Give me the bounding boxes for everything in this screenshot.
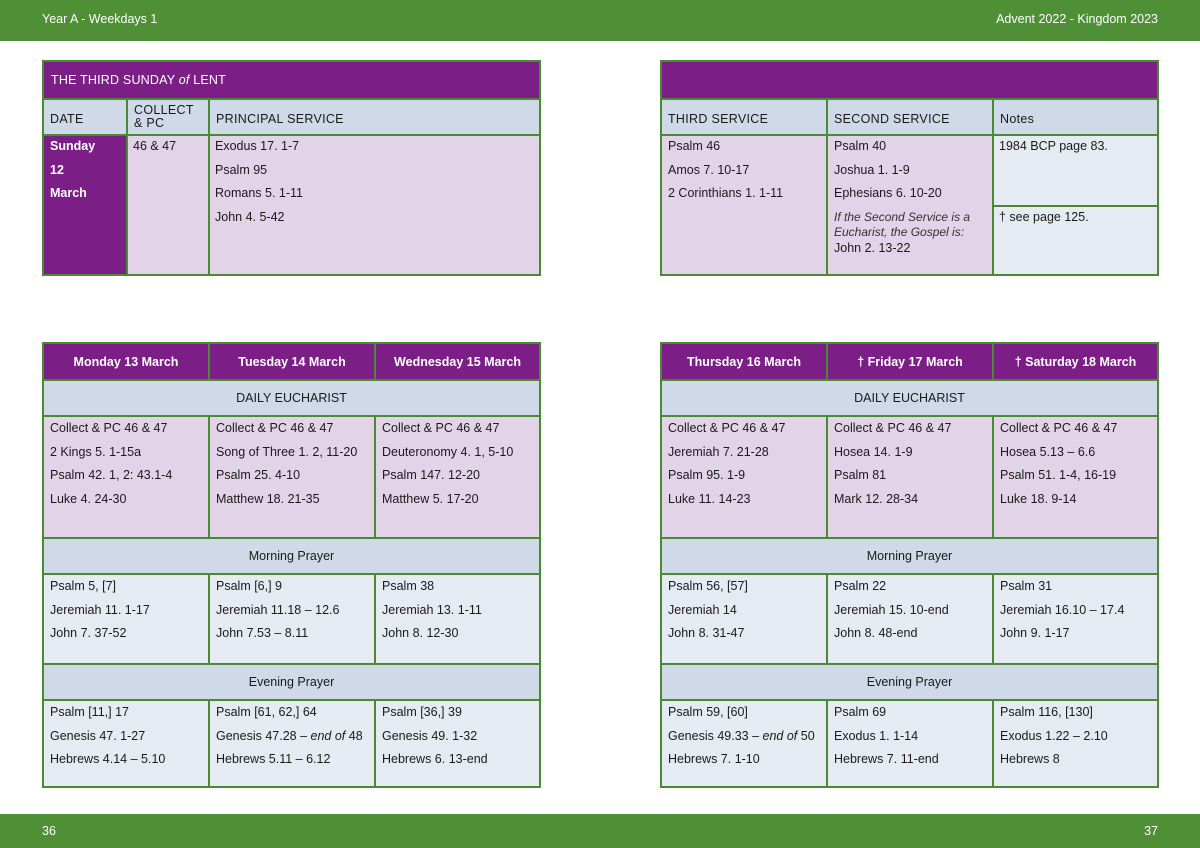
day-header: † Friday 17 March [828,344,992,379]
reading: Jeremiah 11.18 – 12.6 [216,602,340,617]
reading: Psalm [6,] 9 [216,579,282,593]
reading: Hebrews 5.11 – 6.12 [216,752,331,766]
divider [374,573,376,665]
col-header-notes: Notes [994,100,1157,134]
reading-italic: end of [762,728,798,743]
sunday-title-part1: THE THIRD SUNDAY [51,73,179,87]
date-line: 12 [50,163,64,177]
reading: Psalm 95 [215,163,268,177]
reading: Hebrews 8 [1000,752,1060,766]
day-header: Thursday 16 March [662,344,826,379]
reading: Exodus 1.22 – 2.10 [1000,728,1108,743]
reading: Collect & PC 46 & 47 [1000,421,1118,435]
divider [208,699,210,786]
day-header: Wednesday 15 March [376,344,539,379]
divider [208,344,210,381]
note-text: † see page 125. [999,210,1089,224]
section-header: Morning Prayer [44,539,539,573]
reading: John 2. 13-22 [834,241,911,255]
sunday-collect-cell [128,136,208,274]
section-header: Evening Prayer [44,665,539,699]
reading: John 7. 37-52 [50,626,127,640]
note-text: 1984 BCP page 83. [999,139,1108,153]
reading: Psalm 51. 1-4, 16-19 [1000,468,1117,482]
reading: Psalm [36,] 39 [382,705,462,719]
reading: 2 Kings 5. 1-15a [50,444,142,459]
reading: Collect & PC 46 & 47 [382,421,500,435]
reading: Matthew 5. 17-20 [382,491,479,506]
divider [208,573,210,665]
collect-value: 46 & 47 [133,139,177,153]
reading: Jeremiah 11. 1-17 [50,602,150,617]
reading: Psalm 56, [57] [668,579,748,593]
weekday-table-left [42,342,541,788]
reading: Psalm 22 [834,579,887,593]
reading: John 8. 12-30 [382,626,459,640]
header-right-text: Advent 2022 - Kingdom 2023 [996,12,1158,26]
reading: Hebrews 7. 11-end [834,752,939,766]
reading: Psalm 69 [834,705,887,719]
reading: Song of Three 1. 2, 11-20 [216,444,358,459]
divider [374,415,376,539]
reading: Mark 12. 28-34 [834,491,919,506]
divider [992,699,994,786]
sunday-title-of: of [178,73,190,87]
sunday-table-left [42,60,541,276]
date-line: March [50,186,87,200]
sunday-title-part2: LENT [189,73,226,87]
reading: Luke 4. 24-30 [50,491,127,506]
header-band [0,0,1200,41]
reading: Genesis 49. 1-32 [382,728,478,743]
col-header-collect-line2: & PC [134,116,165,130]
reading: Matthew 18. 21-35 [216,491,320,506]
divider [992,415,994,539]
reading: Hebrews 4.14 – 5.10 [50,752,166,766]
reading: Romans 5. 1-11 [215,186,304,200]
reading: Psalm 147. 12-20 [382,468,480,482]
reading: Psalm 31 [1000,579,1053,593]
reading: Joshua 1. 1-9 [834,163,910,177]
reading: Deuteronomy 4. 1, 5-10 [382,444,514,459]
section-header: DAILY EUCHARIST [44,381,539,415]
reading: Hebrews 6. 13-end [382,752,488,766]
third-service-cell [662,136,826,274]
col-header-collect [128,100,208,134]
reading-text: Genesis 47.28 – [216,728,311,743]
sunday-date-cell [44,136,126,274]
divider [826,573,828,665]
sunday-table-right [660,60,1159,276]
reading-italic: end of [310,728,346,743]
reading: Psalm 116, [130] [1000,705,1093,719]
reading: Jeremiah 13. 1-11 [382,602,482,617]
page-number-left: 36 [42,824,56,838]
reading: Exodus 1. 1-14 [834,728,919,743]
reading: Amos 7. 10-17 [668,163,750,177]
reading: John 9. 1-17 [1000,626,1070,640]
section-header: DAILY EUCHARIST [662,381,1157,415]
col-header-date: DATE [44,100,126,134]
divider [374,699,376,786]
reading: Collect & PC 46 & 47 [216,421,334,435]
reading: Psalm 46 [668,139,721,153]
reading: Psalm 40 [834,139,887,153]
reading: John 7.53 – 8.11 [216,626,309,640]
reading: John 8. 31-47 [668,626,745,640]
divider [992,344,994,381]
reading [668,729,815,743]
reading: John 8. 48-end [834,626,918,640]
reading: Psalm 25. 4-10 [216,468,301,482]
reading: Luke 11. 14-23 [668,491,751,506]
divider [992,573,994,665]
reading: Exodus 17. 1-7 [215,139,300,153]
divider [374,344,376,381]
section-header: Morning Prayer [662,539,1157,573]
reading: John 4. 5-42 [215,210,285,224]
reading: Jeremiah 7. 21-28 [668,444,769,459]
reading-text: Genesis 49.33 – [668,728,763,743]
divider [208,415,210,539]
second-service-note: If the Second Service is a [834,210,971,224]
reading: Jeremiah 16.10 – 17.4 [1000,602,1125,617]
section-header: Evening Prayer [662,665,1157,699]
reading: Psalm 95. 1-9 [668,468,746,482]
reading: Psalm 42. 1, 2: 43.1-4 [50,468,173,482]
principal-service-cell [210,136,539,274]
date-line: Sunday [50,139,96,153]
day-header: Tuesday 14 March [210,344,374,379]
reading: Hosea 5.13 – 6.6 [1000,444,1096,459]
reading: Ephesians 6. 10-20 [834,186,942,200]
reading: Psalm 38 [382,579,435,593]
reading: Hebrews 7. 1-10 [668,752,760,766]
sunday-title-band-right [662,62,1157,98]
reading: Jeremiah 15. 10-end [834,602,949,617]
weekday-table-right [660,342,1159,788]
col-header-collect-line1: COLLECT [134,103,194,117]
reading: Psalm 81 [834,468,887,482]
reading: Jeremiah 14 [668,602,737,617]
sunday-title [44,62,539,98]
reading [216,729,363,743]
reading: Collect & PC 46 & 47 [50,421,168,435]
reading: Psalm 59, [60] [668,705,748,719]
reading: Psalm [11,] 17 [50,705,129,719]
col-header-principal: PRINCIPAL SERVICE [210,100,539,134]
reading: Luke 18. 9-14 [1000,491,1077,506]
day-header: † Saturday 18 March [994,344,1157,379]
reading: Genesis 47. 1-27 [50,728,146,743]
reading: Hosea 14. 1-9 [834,444,913,459]
divider [826,415,828,539]
footer-band [0,814,1200,848]
reading: Collect & PC 46 & 47 [668,421,786,435]
reading-tail: 50 [797,728,815,743]
col-header-third: THIRD SERVICE [662,100,826,134]
divider [826,344,828,381]
reading: 2 Corinthians 1. 1-11 [668,186,784,200]
reading-tail: 48 [345,728,363,743]
second-service-note: Eucharist, the Gospel is: [834,225,965,239]
divider [826,699,828,786]
reading: Collect & PC 46 & 47 [834,421,952,435]
page-number-right: 37 [1144,824,1158,838]
reading: Psalm 5, [7] [50,579,116,593]
col-header-second: SECOND SERVICE [828,100,992,134]
reading: Psalm [61, 62,] 64 [216,705,317,719]
header-left-text: Year A - Weekdays 1 [42,12,158,26]
day-header: Monday 13 March [44,344,208,379]
